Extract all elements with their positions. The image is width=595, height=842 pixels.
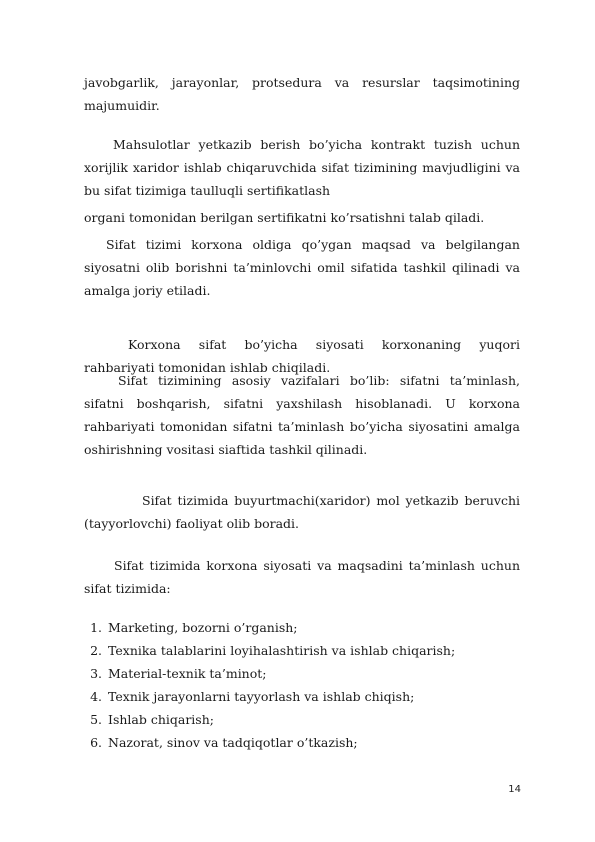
paragraph-2: Mahsulotlar yetkazib berish bo’yicha kontrakt tuzish uchun xorijlik xaridor ishlab chiqaruvchida sifat tizimining mavjudligini va bu sifat tizimiga taulluqli sertifikatlash — [84, 137, 520, 198]
list-number: 5. — [90, 712, 102, 727]
list-text: Marketing, bozorni o’rganish; — [108, 620, 298, 635]
list-number: 1. — [90, 620, 102, 635]
paragraph-6: Sifat tizimining asosiy vazifalari bo’lib: sifatni ta’minlash, sifatni boshqarish, sifatni yaxshilash hisoblanadi. U korxona rahbariyati tomonidan sifatni ta’minlash bo’yicha siyosatini amalga oshirishning vositasi siaftida tashkil qilinadi. — [84, 373, 520, 457]
page-number: 14 — [508, 784, 521, 795]
list-item — [86, 616, 455, 639]
paragraph-1: javobgarlik, jarayonlar, protsedura va resurslar taqsimotining majumuidir. — [84, 75, 520, 113]
list-number: 2. — [90, 643, 102, 658]
list-number: 6. — [90, 735, 102, 750]
list-text: Ishlab chiqarish; — [108, 712, 214, 727]
list-item — [86, 731, 455, 754]
paragraph-3: organi tomonidan berilgan sertifikatni ko’rsatishni talab qiladi. — [84, 210, 485, 225]
requirements-list — [86, 616, 455, 754]
list-text: Texnika talablarini loyihalashtirish va ishlab chiqarish; — [108, 643, 456, 658]
list-item — [86, 639, 455, 662]
list-item — [86, 662, 455, 685]
paragraph-5: Korxona sifat bo’yicha siyosati korxonaning yuqori rahbariyati tomonidan ishlab chiqiladi. — [84, 337, 520, 375]
list-number: 4. — [90, 689, 102, 704]
list-text: Texnik jarayonlarni tayyorlash va ishlab chiqish; — [108, 689, 415, 704]
list-number: 3. — [90, 666, 102, 681]
list-text: Material-texnik ta’minot; — [108, 666, 267, 681]
list-text: Nazorat, sinov va tadqiqotlar o’tkazish; — [108, 735, 358, 750]
paragraph-8: Sifat tizimida korxona siyosati va maqsadini ta’minlash uchun sifat tizimida: — [84, 558, 520, 596]
list-item — [86, 708, 455, 731]
paragraph-7: Sifat tizimida buyurtmachi(xaridor) mol yetkazib beruvchi (tayyorlovchi) faoliyat olib boradi. — [84, 493, 520, 531]
list-item — [86, 685, 455, 708]
paragraph-4: Sifat tizimi korxona oldiga qo’ygan maqsad va belgilangan siyosatni olib borishni ta’minlovchi omil sifatida tashkil qilinadi va amalga joriy etiladi. — [84, 237, 520, 298]
